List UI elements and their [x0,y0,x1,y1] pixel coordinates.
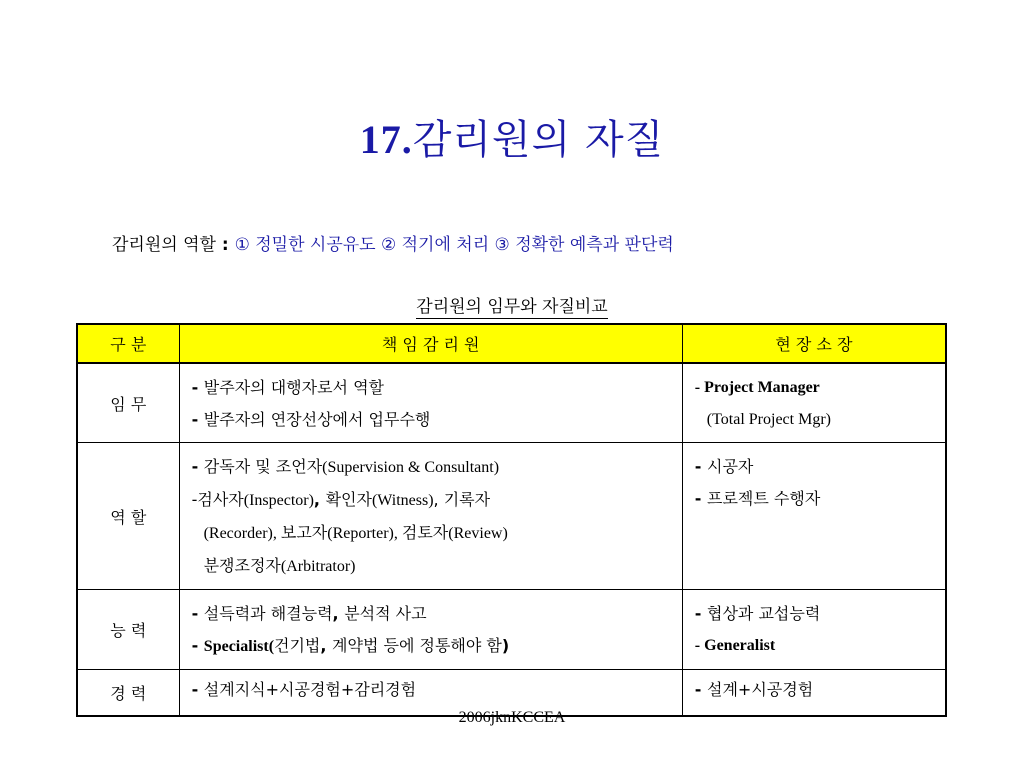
supervisor-cell [179,590,682,670]
site-cell [682,590,946,670]
row-category: 경 력 [77,670,179,716]
role-label: 감리원의 역할 [112,235,216,255]
cell-line: - 시공자 [694,457,754,476]
table-row [77,590,946,670]
cell-line: - 발주자의 대행자로서 역할 [191,378,384,397]
cell-line: (Recorder), 보고자(Reporter), 검토자(Review) [203,523,508,542]
role-colon: : [215,235,235,255]
header-supervisor: 책 임 감 리 원 [179,324,682,363]
cell-line: - 설계+시공경험 [694,680,814,699]
cell-line: - 설계지식+시공경험+감리경험 [191,680,417,699]
cell-line: - 감독자 및 조언자(Supervision & Consultant) [191,457,500,476]
footer-credit: 2006jknKCCEA [458,709,566,726]
header-category: 구 분 [77,324,179,363]
slide-title [0,108,1024,165]
cell-line: - Project Manager [694,379,820,396]
supervisor-cell [179,363,682,443]
role-line [112,230,674,255]
title-number: 17. [359,117,413,162]
cell-line: (Total Project Mgr) [706,411,831,428]
cell-line: - 협상과 교섭능력 [694,604,821,623]
table-row [77,363,946,443]
table-header-row [77,324,946,363]
header-site-manager: 현 장 소 장 [682,324,946,363]
cell-line: 분쟁조정자(Arbitrator) [203,556,356,575]
supervisor-cell [179,443,682,590]
table-row [77,443,946,590]
title-text: 감리원의 자질 [412,117,665,163]
site-cell [682,363,946,443]
table-caption [0,292,1024,317]
cell-line: -검사자(Inspector), 확인자(Witness), 기록자 [191,490,491,509]
cell-line: - Generalist [694,637,776,654]
row-category: 역 할 [77,443,179,590]
cell-line: - 설득력과 해결능력, 분석적 사고 [191,604,427,623]
cell-line: - Specialist(건기법, 계약법 등에 정통해야 함) [191,636,510,655]
cell-line: - 프로젝트 수행자 [694,489,821,508]
role-items: ① 정밀한 시공유도 ② 적기에 처리 ③ 정확한 예측과 판단력 [234,235,674,255]
comparison-table [76,323,947,717]
cell-line: - 발주자의 연장선상에서 업무수행 [191,410,431,429]
table-caption-text: 감리원의 임무와 자질비교 [416,297,608,317]
site-cell [682,443,946,590]
row-category: 능 력 [77,590,179,670]
row-category: 임 무 [77,363,179,443]
